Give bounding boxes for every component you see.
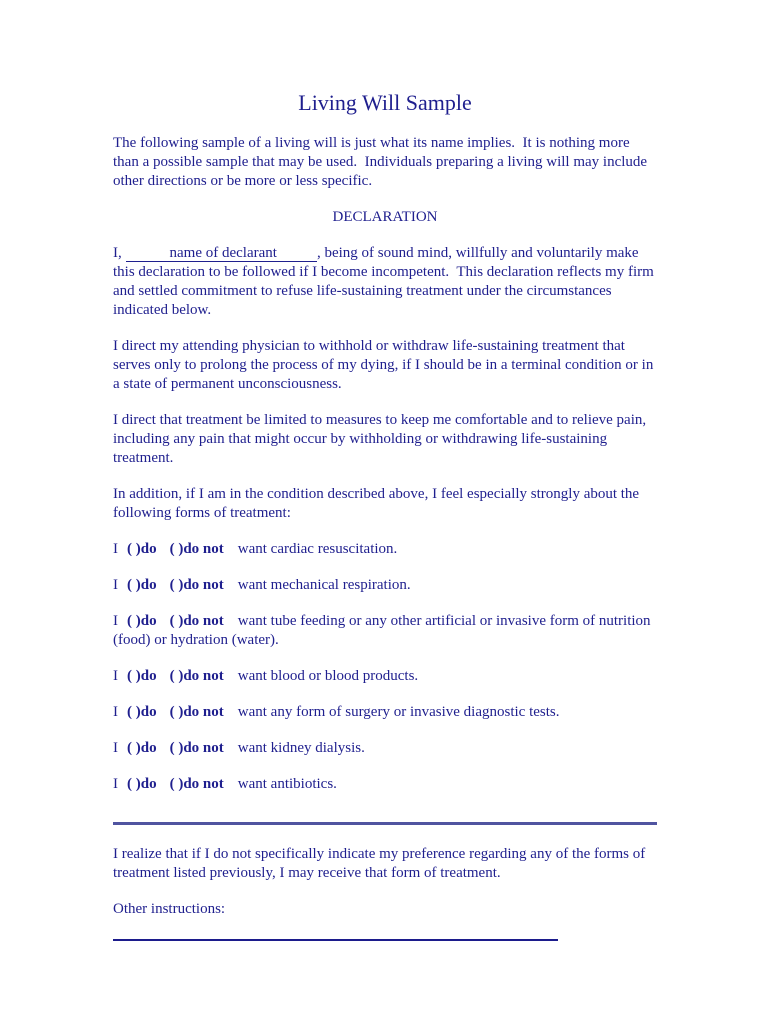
choice-text: want tube feeding or any other artificial or invasive form of nutrition (food) or hydration (water). (113, 613, 655, 648)
choice-pronoun: I (113, 577, 118, 593)
choice-text: want antibiotics. (237, 776, 337, 792)
choice-pronoun: I (113, 776, 118, 792)
choice-text: want blood or blood products. (237, 668, 419, 684)
do-not-checkbox-option[interactable]: ( )do not (169, 704, 224, 720)
document-title: Living Will Sample (298, 90, 472, 115)
other-instructions-label: Other instructions: (113, 901, 226, 917)
choice-text: want kidney dialysis. (237, 740, 365, 756)
withhold-directive-paragraph: I direct my attending physician to withhold or withdraw life-sustaining treatment that serves only to prolong the process of my dying, if I should be in a terminal condition or in a state of permanent unconsciousness. (113, 338, 658, 392)
do-checkbox-option[interactable]: ( )do (127, 613, 157, 629)
do-checkbox-option[interactable]: ( )do (127, 740, 157, 756)
choice-pronoun: I (113, 541, 118, 557)
choice-text: want any form of surgery or invasive diagnostic tests. (237, 704, 560, 720)
declaration-heading: DECLARATION (332, 209, 438, 225)
choice-pronoun: I (113, 613, 118, 629)
treatment-choice-row (113, 576, 657, 595)
section-divider (113, 822, 657, 825)
do-not-checkbox-option[interactable]: ( )do not (169, 740, 224, 756)
choice-text: want mechanical respiration. (237, 577, 411, 593)
treatment-choice-row (113, 612, 657, 650)
do-checkbox-option[interactable]: ( )do (127, 668, 157, 684)
do-checkbox-option[interactable]: ( )do (127, 704, 157, 720)
treatment-choice-row (113, 540, 657, 559)
treatment-preferences-intro: In addition, if I am in the condition described above, I feel especially strongly about the following forms of treatment: (113, 486, 643, 521)
declarant-prefix: I, (113, 245, 126, 261)
choice-pronoun: I (113, 704, 118, 720)
do-not-checkbox-option[interactable]: ( )do not (169, 577, 224, 593)
choice-pronoun: I (113, 740, 118, 756)
choice-text: want cardiac resuscitation. (237, 541, 398, 557)
declarant-name-blank[interactable]: name of declarant (126, 245, 317, 262)
default-treatment-paragraph: I realize that if I do not specifically indicate my preference regarding any of the forms of treatment listed previously, I may receive that form of treatment. (113, 846, 650, 881)
do-checkbox-option[interactable]: ( )do (127, 541, 157, 557)
comfort-directive-paragraph: I direct that treatment be limited to measures to keep me comfortable and to relieve pain, including any pain that might occur by withholding or withdrawing life-sustaining treatment. (113, 412, 650, 466)
do-checkbox-option[interactable]: ( )do (127, 776, 157, 792)
treatment-choice-row (113, 703, 657, 722)
other-instructions-line[interactable] (113, 939, 558, 941)
do-not-checkbox-option[interactable]: ( )do not (169, 776, 224, 792)
declarant-paragraph (113, 244, 657, 320)
do-not-checkbox-option[interactable]: ( )do not (169, 613, 224, 629)
treatment-choice-row (113, 739, 657, 758)
treatment-choice-row (113, 775, 657, 794)
do-checkbox-option[interactable]: ( )do (127, 577, 157, 593)
do-not-checkbox-option[interactable]: ( )do not (169, 668, 224, 684)
intro-paragraph: The following sample of a living will is just what its name implies. It is nothing more than a possible sample that may be used. Individuals preparing a living will may include other directions or be more or less specific. (113, 135, 651, 189)
do-not-checkbox-option[interactable]: ( )do not (169, 541, 224, 557)
treatment-choice-row (113, 667, 657, 686)
choice-pronoun: I (113, 668, 118, 684)
declarant-suffix: , being of sound mind, willfully and voluntarily make this declaration to be followed if I become incompetent. This declaration reflects my firm and settled commitment to refuse life-sustaining treatment under the circumstances indicated below. (113, 245, 658, 318)
